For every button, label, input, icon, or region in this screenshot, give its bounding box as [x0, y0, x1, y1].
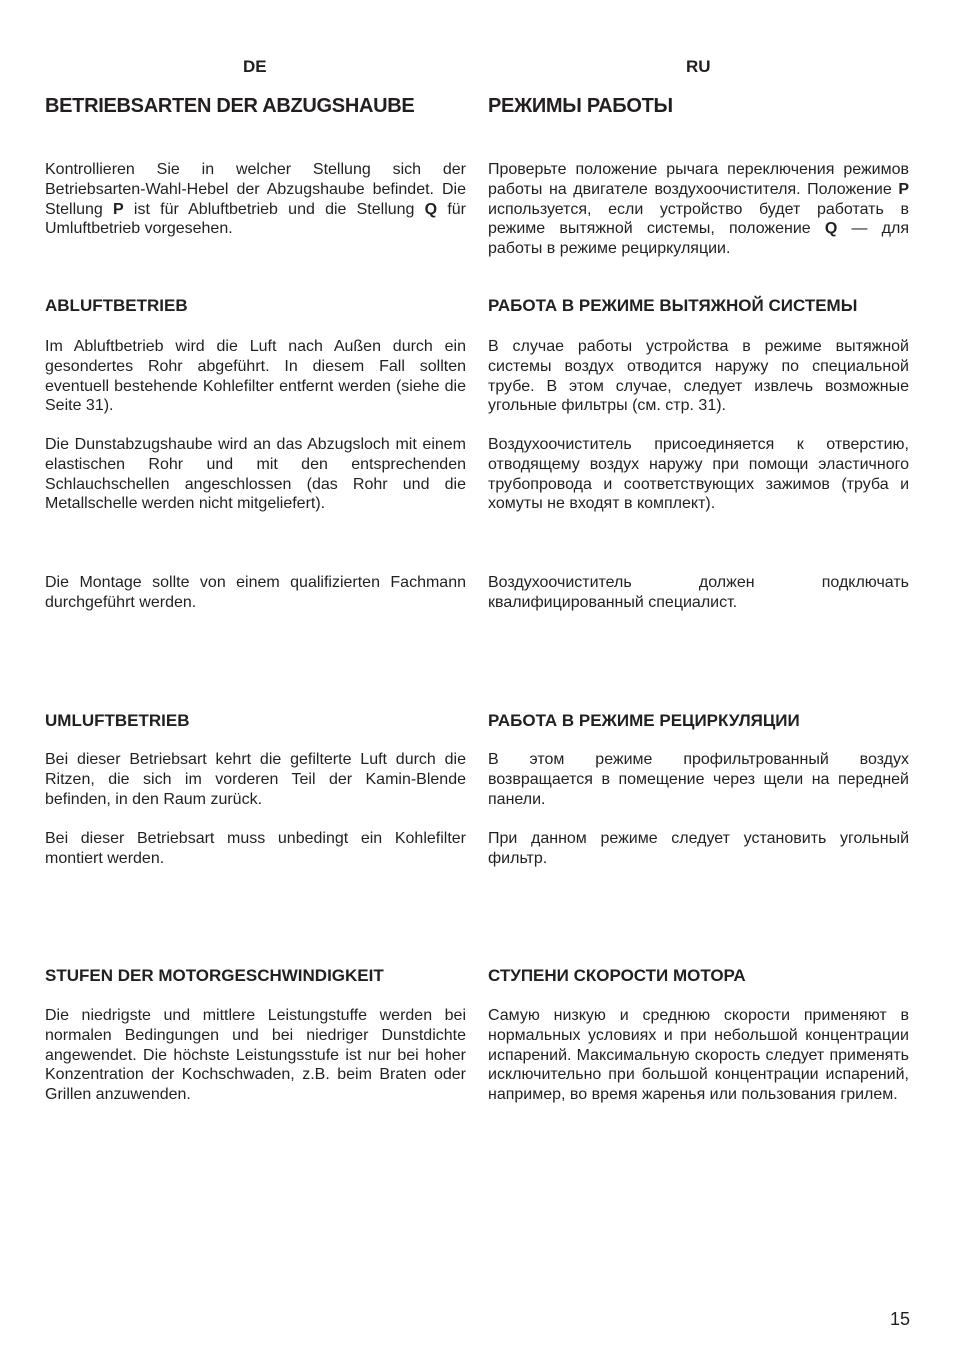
recirculation-paragraph-1-ru: В этом режиме профильтрованный воздух возвращается в помещение через щели на передней панели. — [488, 751, 909, 808]
exhaust-paragraph-1-ru: В случае работы устройства в режиме вытяжной системы воздух отводится наружу по специальной трубе. В этом случае, следует извлечь возможные угольные фильтры (см. стр. 31). — [488, 338, 909, 415]
section-title-de: BETRIEBSARTEN DER ABZUGSHAUBE — [45, 95, 415, 117]
position-q-symbol: Q — [824, 220, 838, 238]
exhaust-heading-de: ABLUFTBETRIEB — [45, 296, 188, 315]
recirculation-paragraph-1-de: Bei dieser Betriebsart kehrt die gefilterte Luft durch die Ritzen, die sich im vorderen Teil der Kamin-Blende befinden, in den Raum zurück. — [45, 751, 466, 808]
recirculation-heading-de: UMLUFTBETRIEB — [45, 711, 190, 730]
intro-text-b: ist für Abluftbetrieb und die Stellung — [123, 200, 425, 218]
intro-paragraph-ru — [488, 160, 909, 259]
language-label-de: DE — [243, 57, 267, 76]
exhaust-paragraph-3-ru: Воздухоочиститель должен подключать квалифицированный специалист. — [488, 574, 909, 611]
recirculation-heading-ru: РАБОТА В РЕЖИМЕ РЕЦИРКУЛЯЦИИ — [488, 711, 800, 730]
page-number: 15 — [890, 1309, 911, 1329]
intro-text-b: используется, если устройство будет работать в режиме вытяжной системы, положение — [488, 200, 909, 238]
motor-speed-heading-ru: СТУПЕНИ СКОРОСТИ МОТОРА — [488, 966, 746, 985]
intro-text-a: Kontrollieren Sie in welcher Stellung sich der Betriebsarten-Wahl-Hebel der Abzugshaube befindet. Die Stellung — [45, 161, 466, 218]
motor-speed-paragraph-ru: Самую низкую и среднюю скорости применяют в нормальных условиях и при небольшой концентрации испарений. Максимальную скорость следует применять исключительно при большой концентрации испарений, например, во время жаренья или пользования грилем. — [488, 1007, 909, 1104]
recirculation-paragraph-2-ru: При данном режиме следует установить угольный фильтр. — [488, 830, 909, 867]
intro-text-c: — для работы в режиме рециркуляции. — [488, 220, 909, 258]
position-p-symbol: P — [113, 200, 124, 218]
exhaust-paragraph-2-ru: Воздухоочиститель присоединяется к отверстию, отводящему воздух наружу при помощи эластичного трубопровода и соответствующих зажимов (труба и хомуты не входят в комплект). — [488, 436, 909, 513]
recirculation-paragraph-2-de: Bei dieser Betriebsart muss unbedingt ein Kohlefilter montiert werden. — [45, 830, 466, 867]
section-title-ru: РЕЖИМЫ РАБОТЫ — [488, 95, 673, 117]
language-label-ru: RU — [686, 57, 711, 76]
motor-speed-paragraph-de: Die niedrigste und mittlere Leistungstuffe werden bei normalen Bedingungen und bei niedriger Dunstdichte angewendet. Die höchste Leistungsstufe ist nur bei hoher Konzentration der Kochschwaden, z.B. beim Braten oder Grillen anzuwenden. — [45, 1007, 466, 1104]
motor-speed-heading-de: STUFEN DER MOTORGESCHWINDIGKEIT — [45, 966, 384, 985]
intro-text-a: Проверьте положение рычага переключения режимов работы на двигателе воздухоочистителя. Положение — [488, 161, 909, 198]
position-q-symbol: Q — [424, 200, 438, 218]
intro-paragraph-de — [45, 160, 466, 239]
exhaust-paragraph-1-de: Im Abluftbetrieb wird die Luft nach Außen durch ein gesondertes Rohr abgeführt. In diesem Fall sollten eventuell bestehende Kohlefilter entfernt werden (siehe die Seite 31). — [45, 338, 466, 415]
exhaust-heading-ru: РАБОТА В РЕЖИМЕ ВЫТЯЖНОЙ СИСТЕМЫ — [488, 296, 858, 315]
exhaust-paragraph-3-de: Die Montage sollte von einem qualifizierten Fachmann durchgeführt werden. — [45, 574, 466, 611]
exhaust-paragraph-2-de: Die Dunstabzugshaube wird an das Abzugsloch mit einem elastischen Rohr und mit den entsprechenden Schlauchschellen angeschlossen (das Rohr und die Metallschelle werden nicht mitgeliefert). — [45, 436, 466, 513]
position-p-symbol: P — [898, 180, 909, 198]
intro-text-c: für Umluftbetrieb vorgesehen. — [45, 200, 467, 238]
